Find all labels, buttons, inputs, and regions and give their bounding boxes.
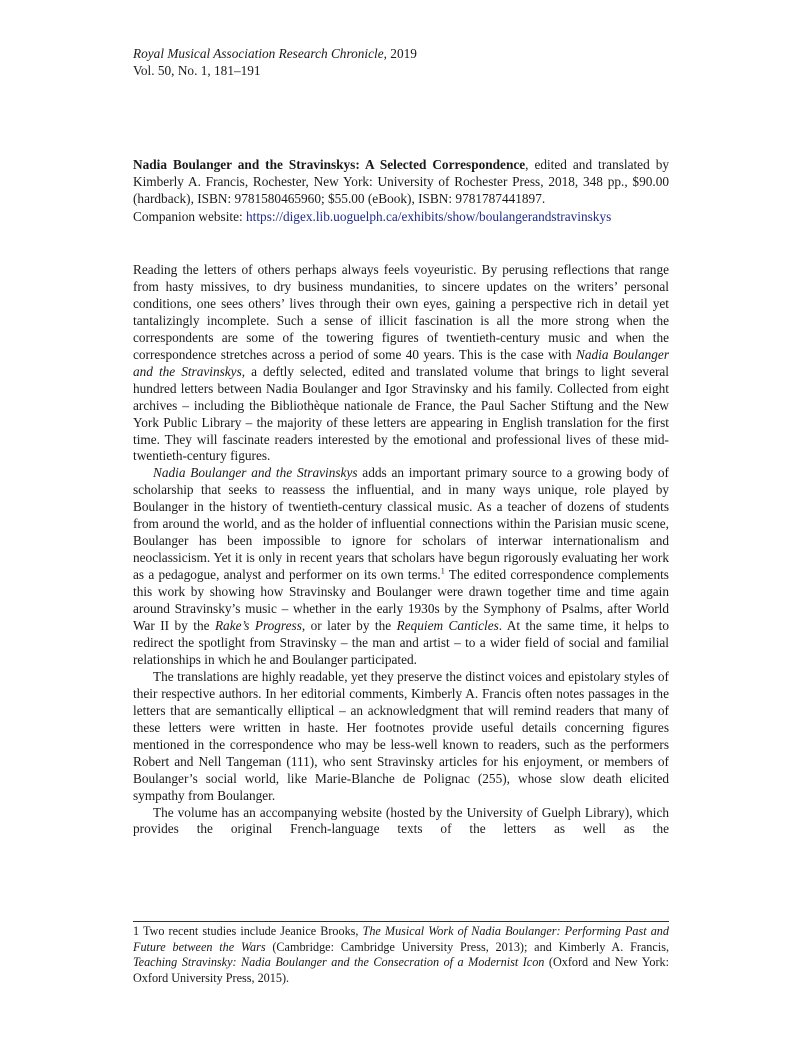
footnote-divider [133, 921, 669, 922]
paragraph-2 [133, 465, 669, 668]
website-label: Companion website: [133, 208, 247, 224]
journal-line [133, 45, 417, 62]
paragraph-text: , a deftly selected, edited and translated volume that brings to light several hundred letters between Nadia Boulanger and Igor Stravinsky and his family. Collected from eight archives – including the Bibliothèque nationale de France, the Paul Sacher Stiftung and the New York Public Library – the majority of these letters are appearing in English translation for the first time. They will fascinate readers interested by the emotional and professional lives of these mid-twentieth-century figures. [133, 363, 669, 464]
paragraph-text: adds an important primary source to a growing body of scholarship that seeks to reassess the influential, and in many ways unique, role played by Boulanger in the history of twentieth-century classical music. As a teacher of dozens of students from around the world, and as the holder of influential connections within the Parisian music scene, Boulanger has been impossible to ignore for scholars of interwar internationalism and neoclassicism. Yet it is only in recent years that scholars have begun rigorously evaluating her work as a pedagogue, analyst and performer on its own terms. [133, 465, 669, 583]
paragraph-text: , or later by the [301, 618, 397, 634]
book-citation [133, 156, 669, 225]
footnote-title-italic: The Musical Work of Nadia Boulanger: Performing Past and Future between the Wars [133, 924, 669, 954]
work-title-italic: Rake’s Progress [214, 618, 302, 634]
paragraph-text: . At the same time, it helps to redirect the spotlight from Stravinsky – the man and artist – to a wider field of social and familial relationships in which he and Boulanger participated. [133, 618, 670, 667]
footnote-1 [133, 924, 669, 986]
paragraph-1 [133, 262, 669, 465]
work-title-italic: Requiem Canticles [396, 618, 499, 634]
journal-year: , 2019 [383, 46, 417, 61]
footnote-text: (Oxford and New York: Oxford University Press, 2015). [133, 955, 669, 985]
review-body [133, 262, 669, 838]
paragraph-text: The edited correspondence complements this work by showing how Stravinsky and Boulanger were drawn together time and time again around Stravinsky’s music – whether in the early 1930s by the Symphony of Psalms, after World War II by the [133, 567, 669, 634]
footnote-number: 1 [133, 924, 140, 938]
book-title: Nadia Boulanger and the Stravinskys: A Selected Correspondence [133, 157, 526, 172]
paragraph-3: The translations are highly readable, yet they preserve the distinct voices and epistolary styles of their respective authors. In her editorial comments, Kimberly A. Francis often notes passages in the letters that are semantically elliptical – an acknowledgment that will remind readers that many of these letters were written in haste. Her footnotes provide useful details concerning figures mentioned in the correspondence who may be less-well known to readers, such as the performers Robert and Nell Tangeman (111), who sent Stravinsky articles for his enjoyment, or members of Boulanger’s social world, like Marie-Blanche de Polignac (255), whose slow death elicited sympathy from Boulanger. [133, 668, 669, 803]
book-details: , edited and translated by Kimberly A. Francis, Rochester, New York: University of Rochester Press, 2018, 348 pp., $90.00 (hardback), ISBN: 9781580465960; $55.00 (eBook), ISBN: 9781787441897. [133, 157, 669, 207]
footnote-reference[interactable]: 1 [440, 566, 445, 576]
book-title-italic: Nadia Boulanger and the Stravinskys [133, 346, 669, 379]
footnote-text: Two recent studies include Jeanice Brooks, [139, 924, 363, 938]
paragraph-4: The volume has an accompanying website (hosted by the University of Guelph Library), which provides the original French-language texts of the letters as well as the [133, 804, 669, 837]
footnote-title-italic: Teaching Stravinsky: Nadia Boulanger and the Consecration of a Modernist Icon [133, 955, 545, 970]
companion-website-link[interactable]: https://digex.lib.uoguelph.ca/exhibits/show/boulangerandstravinskys [246, 208, 612, 224]
running-header [133, 45, 417, 79]
paragraph-text: Reading the letters of others perhaps always feels voyeuristic. By perusing reflections that range from hasty missives, to dry business mundanities, to sincere updates on the writers’ personal conditions, one sees others’ lives through their own eyes, gaining a perspective rich in detail yet tantalizingly incomplete. Such a sense of illicit fascination is all the more strong when the correspondents are some of the towering figures of twentieth-century music and when the correspondence stretches across a period of some 40 years. This is the case with [133, 262, 669, 362]
journal-title: Royal Musical Association Research Chronicle [133, 46, 384, 61]
footnote-text: (Cambridge: Cambridge University Press, 2013); and Kimberly A. Francis, [265, 939, 669, 954]
book-title-italic: Nadia Boulanger and the Stravinskys [153, 465, 358, 481]
journal-volume: Vol. 50, No. 1, 181–191 [133, 63, 261, 78]
